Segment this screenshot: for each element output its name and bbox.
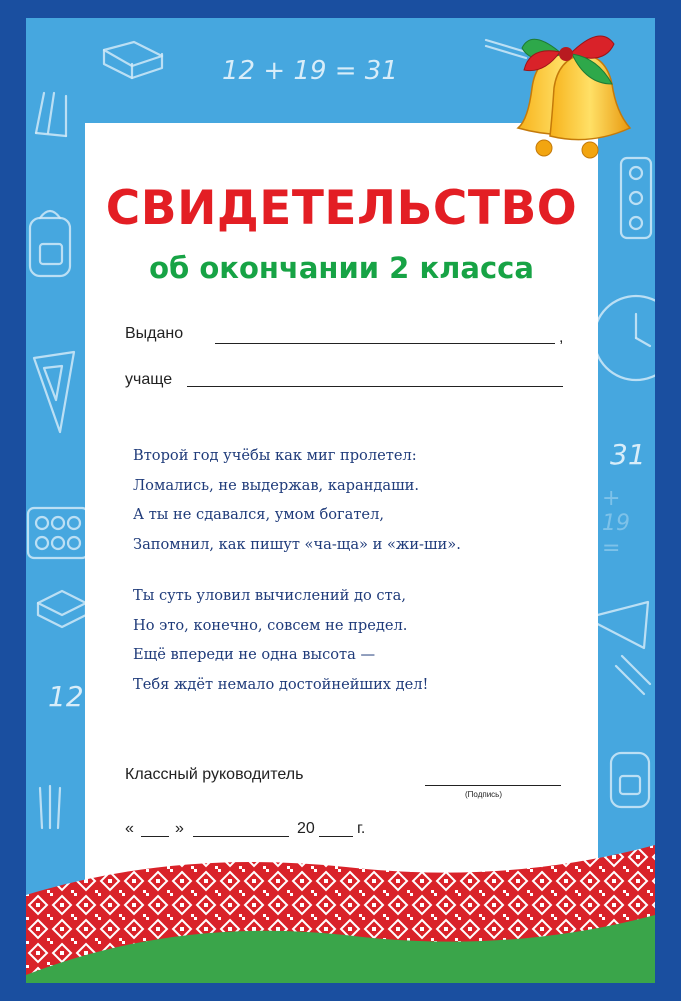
issued-name-line[interactable] <box>215 343 555 344</box>
date-day-line[interactable] <box>141 836 169 837</box>
book-icon <box>104 42 162 78</box>
faded-equation-right: + 19 = <box>602 486 630 561</box>
poem-stanza-1 <box>133 441 573 559</box>
date-year-suffix: г. <box>357 820 366 837</box>
book-icon-2 <box>38 591 86 627</box>
issued-label: Выдано <box>125 325 184 342</box>
poem-line: Ты суть уловил вычислений до ста, <box>133 587 407 604</box>
signature-line[interactable] <box>425 785 561 786</box>
paint-box-icon-2 <box>621 158 651 238</box>
date-close-quote: » <box>175 820 184 837</box>
pencils-icon-3 <box>616 656 650 694</box>
number-doodle-31: 31 <box>610 438 646 471</box>
date-open-quote: « <box>125 820 134 837</box>
teacher-label: Классный руководитель <box>125 766 304 783</box>
student-label: учаще <box>125 371 173 388</box>
equation-doodle: 12 + 19 = 31 <box>222 56 398 86</box>
student-line[interactable] <box>187 386 563 387</box>
backpack-icon <box>30 211 70 276</box>
certificate-subtitle: об окончании 2 класса <box>149 251 534 285</box>
backpack-icon-2 <box>611 753 649 807</box>
number-doodle-12: 12 <box>48 680 84 713</box>
poem-line: Запомнил, как пишут «ча-ща» и «жи-ши». <box>133 535 461 553</box>
poem-line: Ломались, не выдержав, карандаши. <box>133 476 420 494</box>
poem-line: Но это, конечно, совсем не предел. <box>133 616 408 634</box>
school-bell-icon <box>500 18 660 168</box>
certificate-panel <box>85 123 598 881</box>
pencils-icon-2 <box>40 786 60 828</box>
date-year-line[interactable] <box>319 836 353 837</box>
poem-line: А ты не сдавался, умом богател, <box>133 506 384 523</box>
paint-box-icon <box>28 508 88 558</box>
triangle-ruler-icon <box>34 352 74 432</box>
date-year-prefix: 20 <box>297 820 315 837</box>
belarusian-ornament <box>26 845 655 983</box>
pencils-icon <box>36 93 66 136</box>
clock-icon <box>594 296 655 380</box>
poem-stanza-2 <box>133 581 573 699</box>
certificate-title: СВИДЕТЕЛЬСТВО <box>105 181 578 236</box>
issued-comma: , <box>559 329 564 346</box>
date-month-line[interactable] <box>193 836 289 837</box>
signature-caption: (Подпись) <box>465 790 502 799</box>
poem-line: Ещё впереди не одна высота — <box>133 646 376 663</box>
poem-line: Тебя ждёт немало достойнейших дел! <box>133 675 429 693</box>
poem-line: Второй год учёбы как миг пролетел: <box>133 447 417 464</box>
